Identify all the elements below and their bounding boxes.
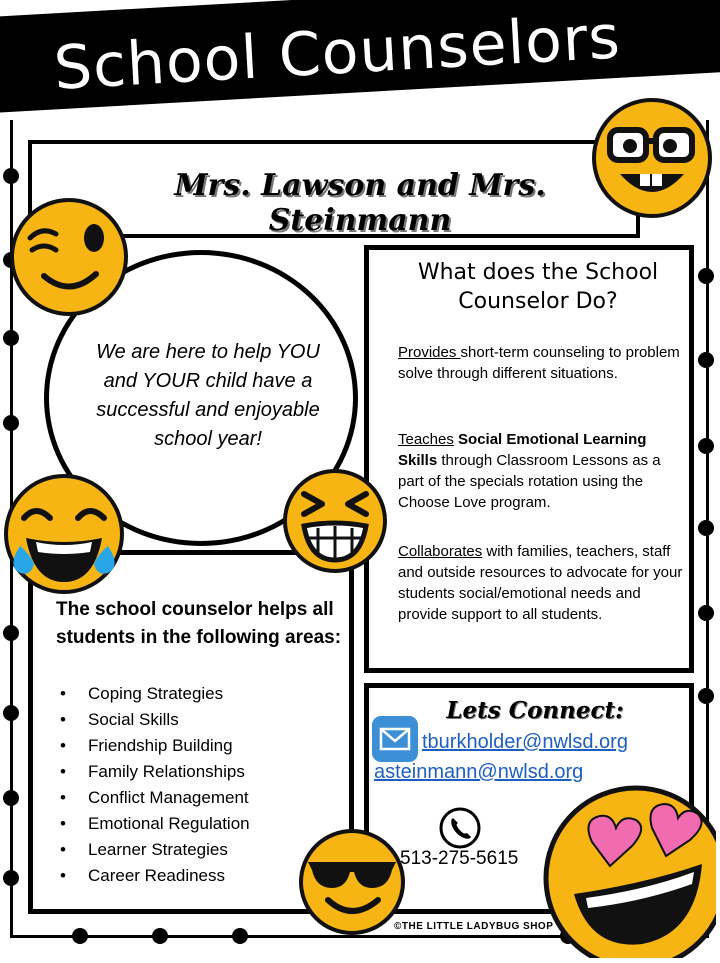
sunglasses-emoji-icon — [298, 828, 406, 936]
mail-icon — [372, 716, 418, 762]
teaches-text: through Classroom Lessons as a part of the specials rotation using the Choose Love program. — [398, 452, 661, 511]
list-item: • Conflict Management — [56, 785, 250, 811]
provides-paragraph — [398, 342, 683, 384]
list-item: • Friendship Building — [56, 733, 250, 759]
provides-text: short-term counseling to problem solve through different situations. — [398, 344, 680, 382]
phone-number: 513-275-5615 — [400, 848, 519, 869]
teaches-verb: Teaches — [398, 431, 454, 448]
list-item: • Social Skills — [56, 707, 250, 733]
collaborates-text: with families, teachers, staff and outside resources to advocate for your students social/emotional needs and provide support to all students. — [398, 543, 683, 623]
list-item: • Career Readiness — [56, 863, 250, 889]
list-item: • Family Relationships — [56, 759, 250, 785]
areas-list — [56, 681, 250, 889]
teaches-bold: Social Emotional Learning Skills — [398, 431, 647, 469]
collaborates-paragraph — [398, 541, 683, 625]
page-title: School Counselors — [52, 2, 623, 104]
list-item: • Coping Strategies — [56, 681, 250, 707]
collaborates-verb: Collaborates — [398, 543, 483, 560]
counselor-names: Mrs. Lawson and Mrs. Steinmann — [174, 168, 546, 238]
wink-emoji-icon — [8, 196, 130, 318]
email-link-asteinmann[interactable]: asteinmann@nwlsd.org — [374, 761, 584, 783]
heart-eyes-emoji-icon — [540, 782, 716, 958]
email-link-tburkholder[interactable]: tburkholder@nwlsd.org — [422, 731, 628, 753]
areas-title: The school counselor helps all students in the following areas: — [56, 599, 342, 648]
tears-of-joy-emoji-icon — [2, 472, 126, 596]
connect-title: Lets Connect: — [446, 697, 624, 724]
list-item: • Learner Strategies — [56, 837, 250, 863]
role-title: What does the School Counselor Do? — [417, 260, 659, 314]
credit-text: ©THE LITTLE LADYBUG SHOP — [394, 921, 554, 932]
phone-icon — [438, 806, 482, 850]
nerd-emoji-icon — [590, 96, 714, 220]
teaches-paragraph — [398, 429, 683, 513]
squint-laugh-emoji-icon — [282, 468, 388, 574]
mission-statement: We are here to help YOU and YOUR child have a successful and enjoyable school year! — [96, 341, 320, 450]
provides-verb: Provides — [398, 344, 461, 361]
list-item: • Emotional Regulation — [56, 811, 250, 837]
